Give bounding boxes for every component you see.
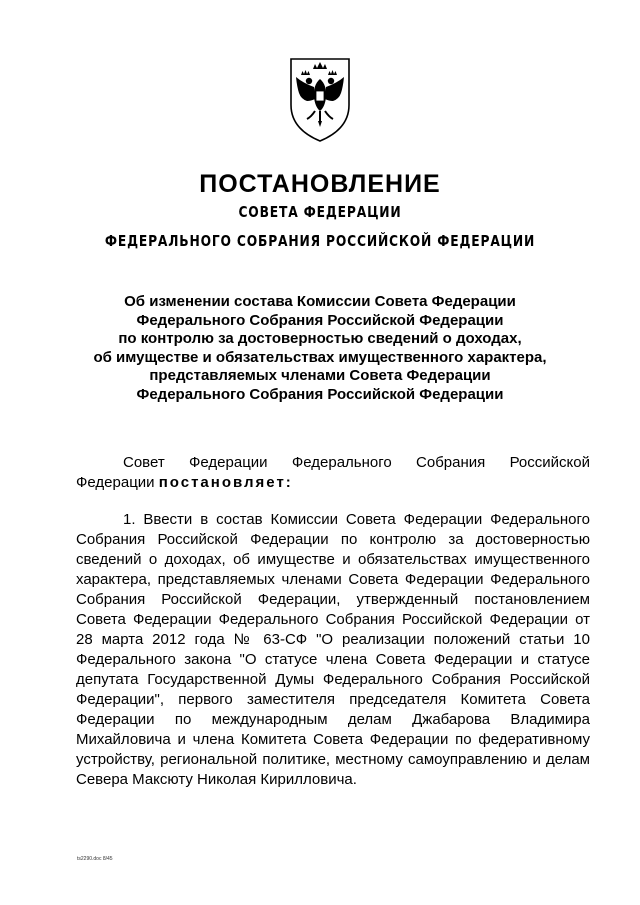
preamble-text: Совет Федерации Федерального Собрания Российской Федерации	[76, 454, 590, 491]
document-type-title: ПОСТАНОВЛЕНИЕ	[199, 170, 441, 198]
item-1-paragraph: 1. Ввести в состав Комиссии Совета Федерации Федерального Собрания Российской Федерации по контролю за достоверностью сведений о доходах, об имуществе и обязательствах имущественного характера, представляемых членами Совета Федерации Федерального Собрания Российской Федерации, утвержденный постановлением Совета Федерации Федерального Собрания Российской Федерации от 28 марта 2012 года № 63-СФ "О реализации положений статьи 10 Федерального закона "О статусе члена Совета Федерации и статусе депутата Государственной Думы Федерального Собрания Российской Федерации", первого заместителя председателя Комитета Совета Федерации по международным делам Джабарова Владимира Михайловича и члена Комитета Совета Федерации по федеративному устройству, региональной политике, местному самоуправлению и делам Севера Максюту Николая Кирилловича.	[76, 511, 590, 788]
issuing-body-line-2: ФЕДЕРАЛЬНОГО СОБРАНИЯ РОССИЙСКОЙ ФЕДЕРАЦИИ	[104, 232, 536, 250]
subject-line: Об изменении состава Комиссии Совета Федерации	[124, 293, 516, 310]
document-subject	[60, 293, 580, 404]
subject-line: представляемых членами Совета Федерации	[149, 367, 491, 384]
coat-of-arms-icon	[285, 55, 355, 145]
preamble-decision-word: постановляет:	[158, 474, 293, 491]
subject-line: Федерального Собрания Российской Федерации	[136, 311, 504, 329]
issuing-body-line-1: СОВЕТА ФЕДЕРАЦИИ	[238, 203, 402, 221]
subject-line: по контролю за достоверностью сведений о доходах,	[118, 330, 522, 347]
subject-line: Федерального Собрания Российской Федерации	[136, 385, 504, 403]
subject-line: об имуществе и обязательствах имущественного характера,	[93, 348, 547, 366]
file-reference: ts2290.doc 8/45	[77, 856, 113, 862]
preamble-paragraph	[76, 453, 590, 493]
